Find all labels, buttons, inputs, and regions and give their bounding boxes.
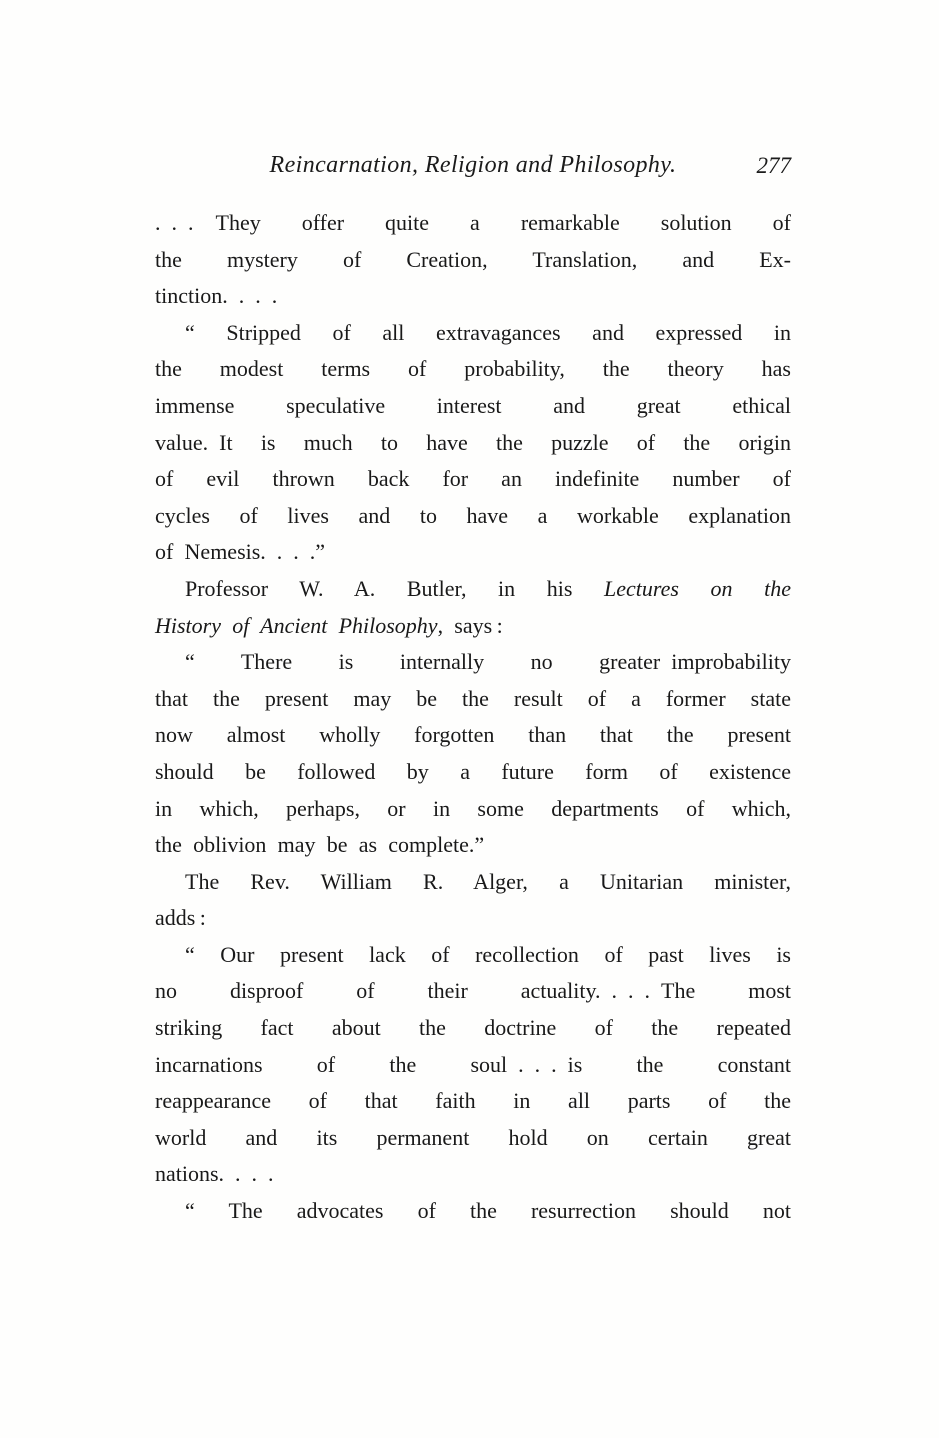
text-run: “ Our present lack of recollection of past lives is bbox=[185, 941, 791, 967]
text-line bbox=[155, 900, 791, 937]
text-run: in which, perhaps, or in some departments of which, bbox=[155, 795, 791, 821]
text-run: , says : bbox=[437, 612, 503, 638]
text-line bbox=[155, 425, 791, 462]
text-line bbox=[155, 461, 791, 498]
text-line bbox=[155, 278, 791, 315]
text-run: cycles of lives and to have a workable explanation bbox=[155, 502, 791, 528]
text-run: world and its permanent hold on certain great bbox=[155, 1124, 791, 1150]
text-line bbox=[155, 827, 791, 864]
paragraph bbox=[155, 864, 791, 937]
text-line bbox=[155, 791, 791, 828]
text-line bbox=[155, 973, 791, 1010]
text-run: Professor W. A. Butler, in his bbox=[185, 575, 605, 601]
text-line bbox=[155, 937, 791, 974]
text-line bbox=[155, 1010, 791, 1047]
text-line bbox=[155, 351, 791, 388]
text-line bbox=[155, 205, 791, 242]
text-line bbox=[155, 315, 791, 352]
text-line bbox=[155, 571, 791, 608]
body-text bbox=[155, 205, 791, 1230]
text-line bbox=[155, 1193, 791, 1230]
text-line bbox=[155, 864, 791, 901]
text-run: . . . They offer quite a remarkable solution of bbox=[155, 210, 791, 235]
text-run: now almost wholly forgotten than that the present bbox=[155, 722, 791, 748]
text-run: should be followed by a future form of existence bbox=[155, 758, 791, 784]
text-run: the oblivion may be as complete.” bbox=[155, 832, 485, 858]
text-run: striking fact about the doctrine of the repeated bbox=[155, 1015, 791, 1041]
text-run: the mystery of Creation, Translation, and Ex- bbox=[155, 246, 791, 272]
text-run: The Rev. William R. Alger, a Unitarian minister, bbox=[185, 868, 791, 894]
text-run: value. It is much to have the puzzle of the origin bbox=[155, 429, 791, 455]
text-run: of evil thrown back for an indefinite number of bbox=[155, 466, 791, 492]
text-run: no disproof of their actuality. . . . The most bbox=[155, 978, 791, 1004]
text-line bbox=[155, 608, 791, 645]
text-run: that the present may be the result of a former state bbox=[155, 685, 791, 711]
text-line bbox=[155, 644, 791, 681]
text-line bbox=[155, 242, 791, 279]
text-run: of Nemesis. . . .” bbox=[155, 539, 326, 565]
text-line bbox=[155, 534, 791, 571]
text-line bbox=[155, 754, 791, 791]
italic-text-run: History of Ancient Philosophy bbox=[155, 612, 438, 638]
page-header bbox=[155, 152, 791, 186]
text-run: adds : bbox=[155, 905, 206, 931]
text-line bbox=[155, 717, 791, 754]
paragraph bbox=[155, 644, 791, 864]
paragraph bbox=[155, 571, 791, 644]
text-line bbox=[155, 681, 791, 718]
text-run: “ Stripped of all extravagances and expressed in bbox=[185, 319, 791, 345]
text-line bbox=[155, 1120, 791, 1157]
text-run: incarnations of the soul . . . is the constant bbox=[155, 1051, 791, 1077]
text-run: tinction. . . . bbox=[155, 283, 278, 309]
text-line bbox=[155, 1047, 791, 1084]
page-number: 277 bbox=[756, 153, 791, 178]
text-line bbox=[155, 498, 791, 535]
running-title: Reincarnation, Religion and Philosophy. bbox=[269, 152, 677, 178]
paragraph bbox=[155, 205, 791, 315]
text-line bbox=[155, 1083, 791, 1120]
italic-text-run: Lectures on the bbox=[604, 575, 792, 601]
paragraph bbox=[155, 315, 791, 571]
text-run: immense speculative interest and great ethical bbox=[155, 392, 791, 418]
text-line bbox=[155, 1156, 791, 1193]
text-run: the modest terms of probability, the theory has bbox=[155, 356, 791, 382]
text-run: reappearance of that faith in all parts of the bbox=[155, 1088, 791, 1114]
text-run: “ There is internally no greater improbability bbox=[185, 649, 791, 675]
text-run: nations. . . . bbox=[155, 1161, 274, 1187]
text-line bbox=[155, 388, 791, 425]
paragraph bbox=[155, 1193, 791, 1230]
paragraph bbox=[155, 937, 791, 1193]
text-run: “ The advocates of the resurrection should not bbox=[185, 1198, 791, 1224]
